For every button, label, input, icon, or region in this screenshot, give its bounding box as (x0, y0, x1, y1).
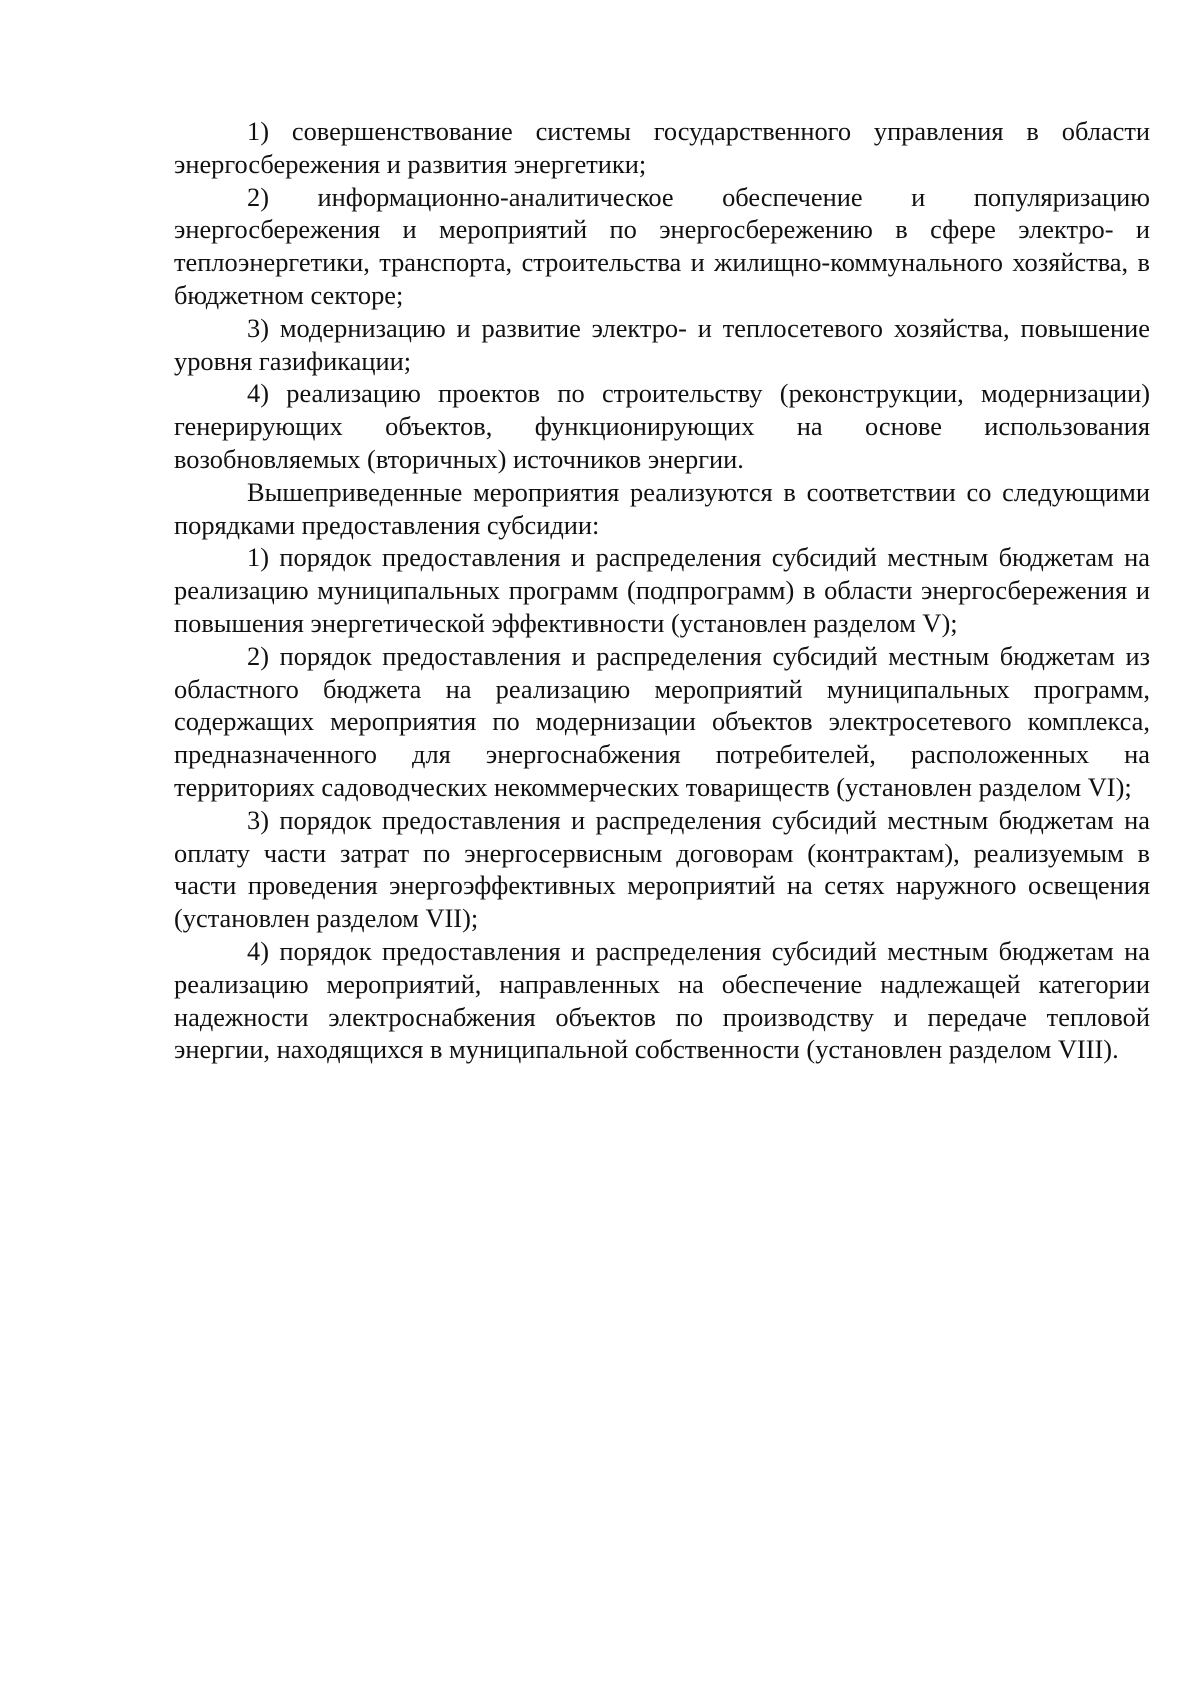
paragraph-intro: Вышеприведенные мероприятия реализуются в соответствии со следующими порядками предоставления субсидии: (174, 476, 1150, 540)
paragraph-procedure-4: 4) порядок предоставления и распределения субсидий местным бюджетам на реализацию мероприятий, направленных на обеспечение надлежащей категории надежности электроснабжения объектов по производству и передаче тепловой энергии, находящихся в муниципальной собственности (установлен разделом VIII). (174, 935, 1150, 1065)
paragraph-item-2: 2) информационно-аналитическое обеспечение и популяризацию энергосбережения и мероприятий по энергосбережению в сфере электро- и теплоэнергетики, транспорта, строительства и жилищно-коммунального хозяйства, в бюджетном секторе; (174, 181, 1150, 310)
paragraph-item-4: 4) реализацию проектов по строительству (реконструкции, модернизации) генерирующих объектов, функционирующих на основе использования возобновляемых (вторичных) источников энергии. (174, 378, 1150, 474)
document-body (174, 115, 1150, 1066)
paragraph-procedure-2: 2) порядок предоставления и распределения субсидий местным бюджетам из областного бюджета на реализацию мероприятий муниципальных программ, содержащих мероприятия по модернизации объектов электросетевого комплекса, предназначенного для энергоснабжения потребителей, расположенных на территориях садоводческих некоммерческих товариществ (установлен разделом VI); (174, 640, 1150, 802)
paragraph-item-1: 1) совершенствование системы государственного управления в области энергосбережения и развития энергетики; (174, 116, 1150, 179)
paragraph-procedure-3: 3) порядок предоставления и распределения субсидий местным бюджетам на оплату части затрат по энергосервисным договорам (контрактам), реализуемым в части проведения энергоэффективных мероприятий на сетях наружного освещения (установлен разделом VII); (174, 804, 1150, 934)
paragraph-procedure-1: 1) порядок предоставления и распределения субсидий местным бюджетам на реализацию муниципальных программ (подпрограмм) в области энергосбережения и повышения энергетической эффективности (установлен разделом V); (174, 542, 1150, 638)
paragraph-item-3: 3) модернизацию и развитие электро- и теплосетевого хозяйства, повышение уровня газификации; (174, 312, 1150, 376)
